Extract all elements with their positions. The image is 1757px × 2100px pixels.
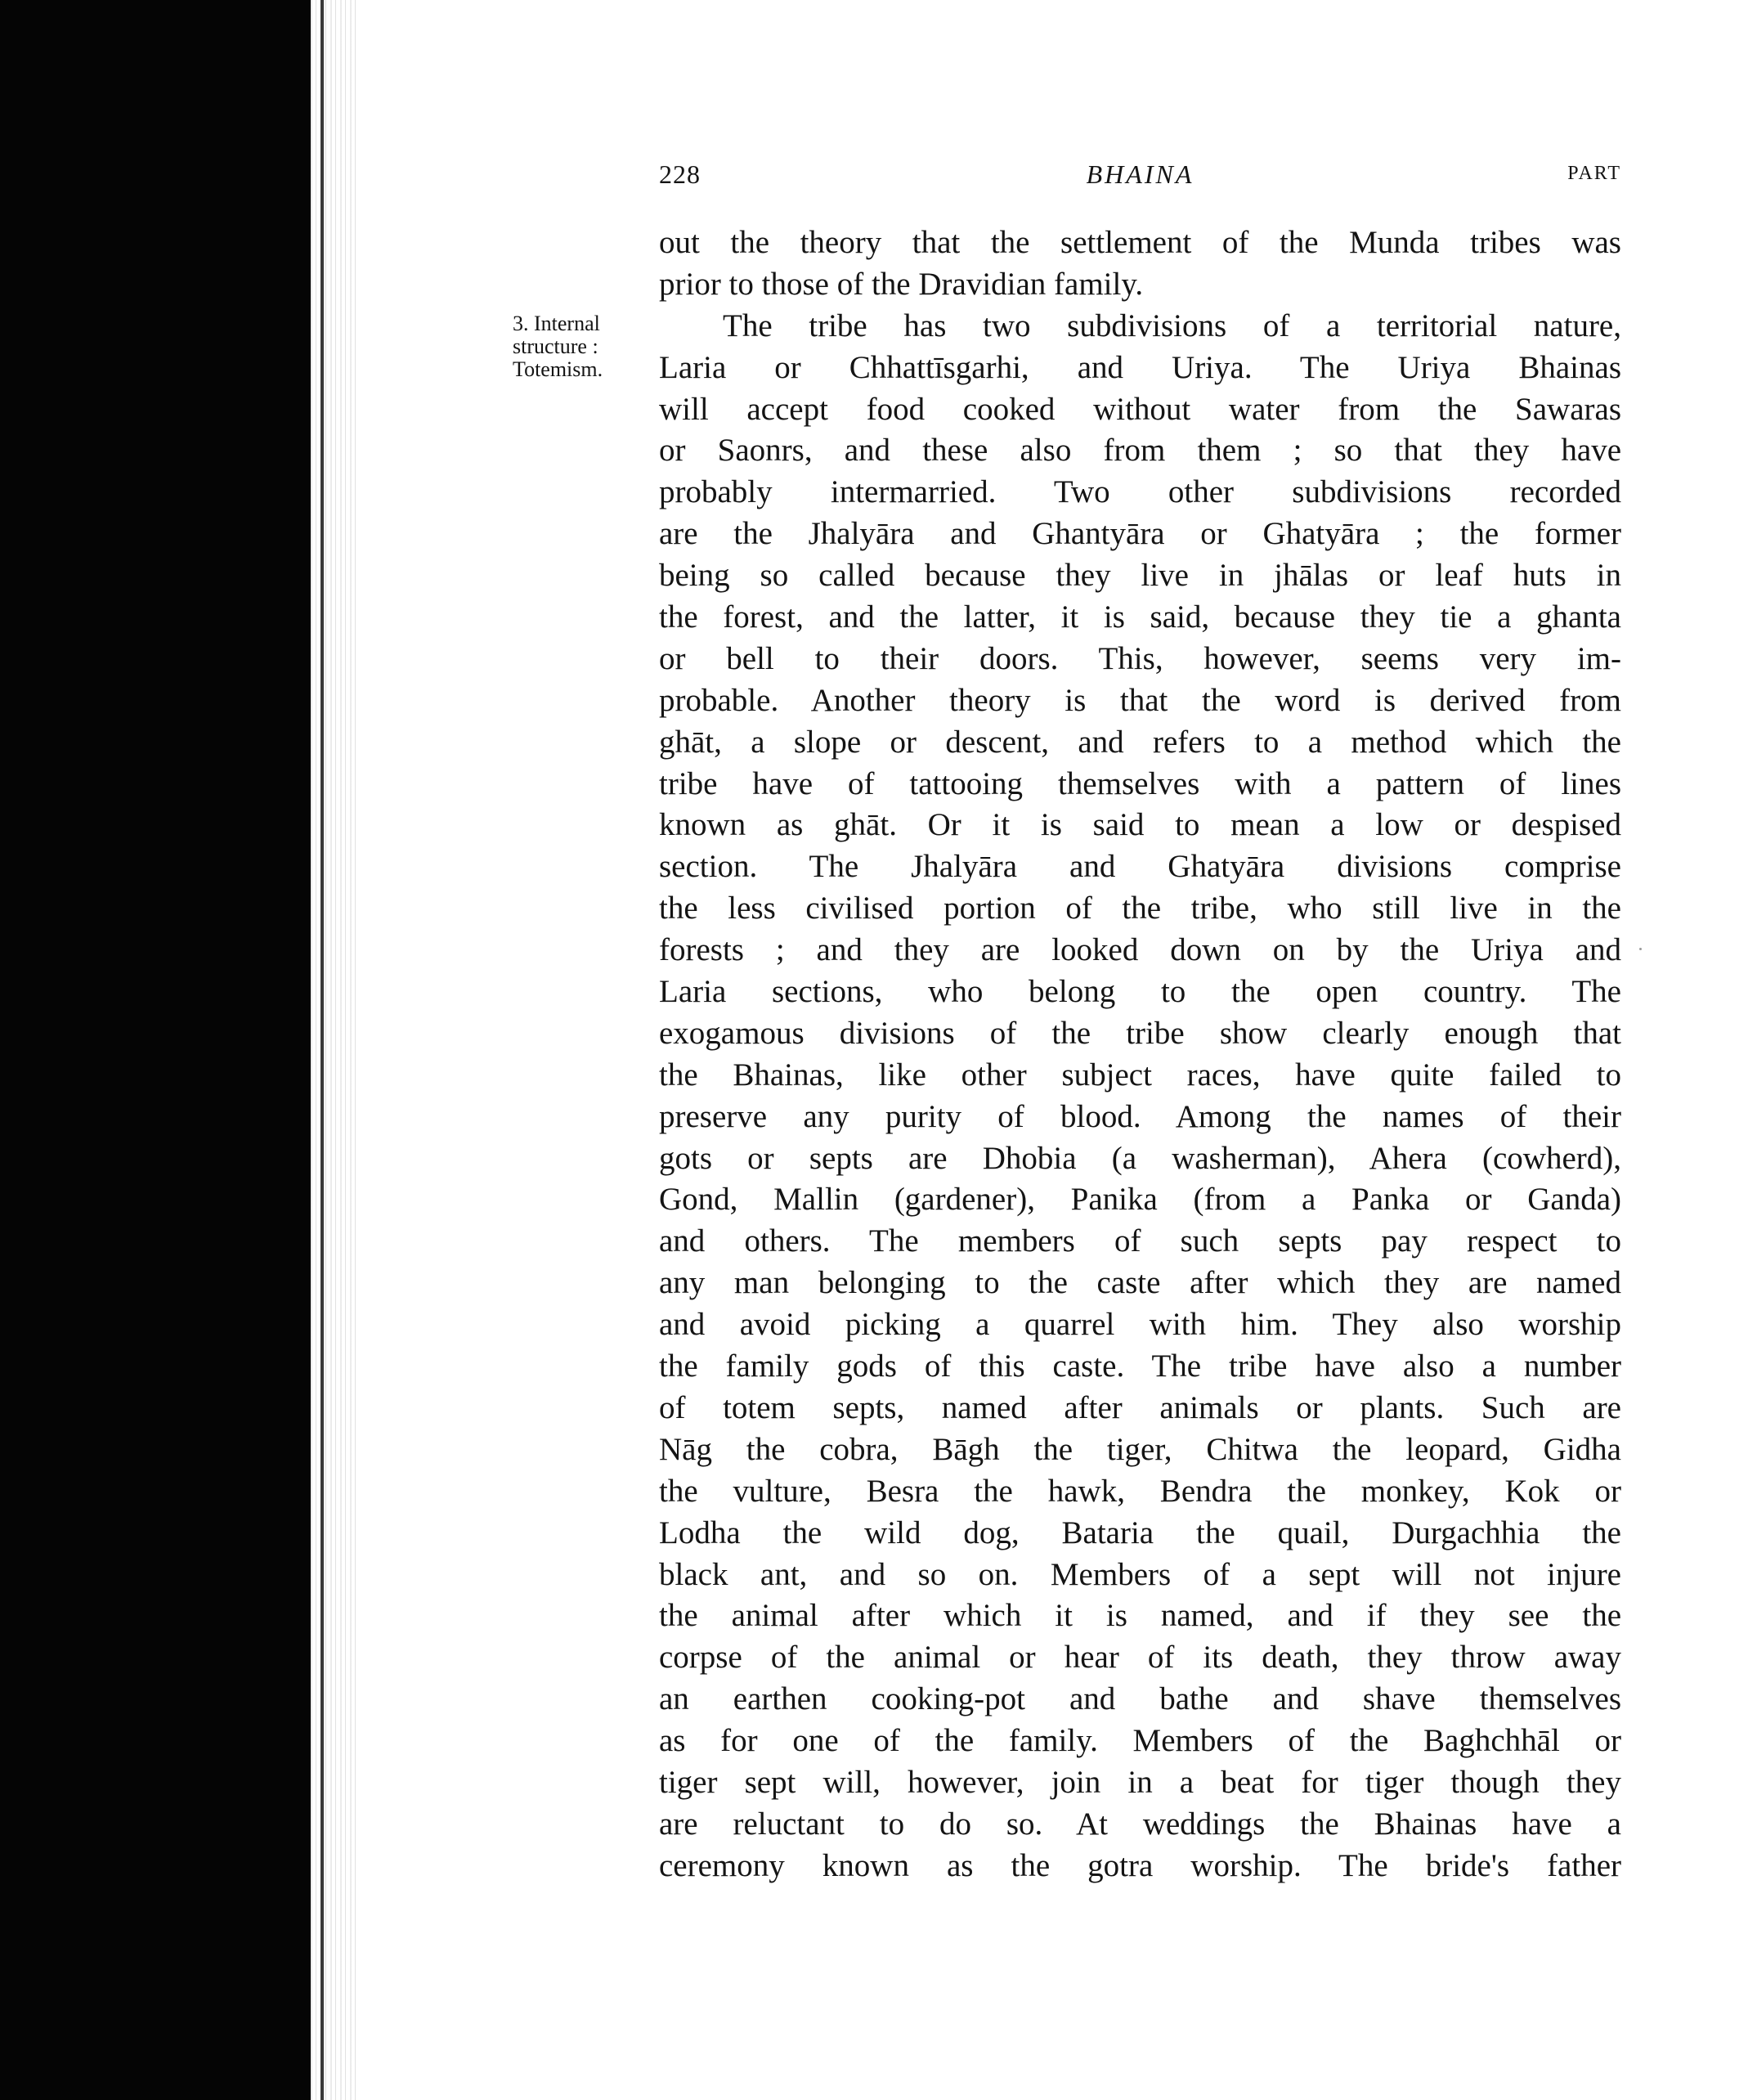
text-line: or bell to their doors. This, however, seems very im-	[659, 640, 1621, 676]
text-line: will accept food cooked without water from the Sawaras	[659, 391, 1621, 427]
text-line: Nāg the cobra, Bāgh the tiger, Chitwa the leopard, Gidha	[659, 1431, 1621, 1467]
text-line: forests ; and they are looked down on by the Uriya and	[659, 932, 1621, 968]
text-line: tribe have of tattooing themselves with a pattern of lines	[659, 765, 1621, 801]
text-line: black ant, and so on. Members of a sept will not injure	[659, 1556, 1621, 1592]
text-line: are reluctant to do so. At weddings the Bhainas have a	[659, 1806, 1621, 1842]
text-line: known as ghāt. Or it is said to mean a low or despised	[659, 807, 1621, 843]
text-line: any man belonging to the caste after which they are named	[659, 1265, 1621, 1301]
part-label: PART	[1567, 163, 1621, 184]
scan-binding-edge	[311, 0, 360, 2100]
text-line: the animal after which it is named, and if they see the	[659, 1598, 1621, 1634]
margin-note	[513, 312, 652, 381]
text-line: ceremony known as the gotra worship. The bride's father	[659, 1847, 1621, 1883]
text-line: probable. Another theory is that the word is derived from	[659, 682, 1621, 718]
text-line: the family gods of this caste. The tribe have also a number	[659, 1348, 1621, 1384]
text-line: Laria or Chhattīsgarhi, and Uriya. The Uriya Bhainas	[659, 349, 1621, 385]
margin-note-line: 3. Internal	[513, 312, 600, 335]
scan-gutter-shadow	[0, 0, 311, 2100]
text-line: being so called because they live in jhālas or leaf huts in	[659, 558, 1621, 594]
margin-note-line: structure :	[513, 334, 598, 358]
text-line: and avoid picking a quarrel with him. They also worship	[659, 1307, 1621, 1343]
text-line: and others. The members of such septs pay respect to	[659, 1223, 1621, 1259]
text-line: an earthen cooking-pot and bathe and shave themselves	[659, 1681, 1621, 1717]
scan-speck	[1639, 948, 1642, 950]
margin-note-line: Totemism.	[513, 357, 603, 381]
text-line: the vulture, Besra the hawk, Bendra the monkey, Kok or	[659, 1473, 1621, 1509]
text-line: the forest, and the latter, it is said, because they tie a ghanta	[659, 599, 1621, 635]
text-line: are the Jhalyāra and Ghantyāra or Ghatyāra ; the former	[659, 516, 1621, 552]
text-line: out the theory that the settlement of the Munda tribes was	[659, 225, 1621, 260]
text-line: the less civilised portion of the tribe, who still live in the	[659, 891, 1621, 927]
text-line: corpse of the animal or hear of its death, they throw away	[659, 1640, 1621, 1676]
text-line: the Bhainas, like other subject races, have quite failed to	[659, 1057, 1621, 1093]
scan-binding-line	[320, 0, 324, 2100]
text-line: Lodha the wild dog, Bataria the quail, Durgachhia the	[659, 1514, 1621, 1550]
text-line: as for one of the family. Members of the Baghchhāl or	[659, 1723, 1621, 1759]
page-number: 228	[659, 159, 701, 189]
text-line: prior to those of the Dravidian family.	[659, 266, 1144, 302]
text-line: probably intermarried. Two other subdivisions recorded	[659, 474, 1621, 510]
text-line: ghāt, a slope or descent, and refers to a method which the	[659, 724, 1621, 760]
text-line: or Saonrs, and these also from them ; so that they have	[659, 433, 1621, 469]
text-line: tiger sept will, however, join in a beat for tiger though they	[659, 1764, 1621, 1800]
running-title: BHAINA	[1086, 159, 1194, 189]
text-line: Gond, Mallin (gardener), Panika (from a Panka or Ganda)	[659, 1182, 1621, 1218]
text-line: Laria sections, who belong to the open country. The	[659, 974, 1621, 1010]
text-line: of totem septs, named after animals or plants. Such are	[659, 1389, 1621, 1425]
text-line: gots or septs are Dhobia (a washerman), Ahera (cowherd),	[659, 1140, 1621, 1176]
page-header	[659, 159, 1621, 192]
text-line: exogamous divisions of the tribe show clearly enough that	[659, 1015, 1621, 1051]
text-line: preserve any purity of blood. Among the names of their	[659, 1098, 1621, 1134]
paragraph-first-line: The tribe has two subdivisions of a territorial nature,	[723, 307, 1621, 343]
text-line: section. The Jhalyāra and Ghatyāra divisions comprise	[659, 849, 1621, 885]
body-text	[659, 222, 1621, 1887]
